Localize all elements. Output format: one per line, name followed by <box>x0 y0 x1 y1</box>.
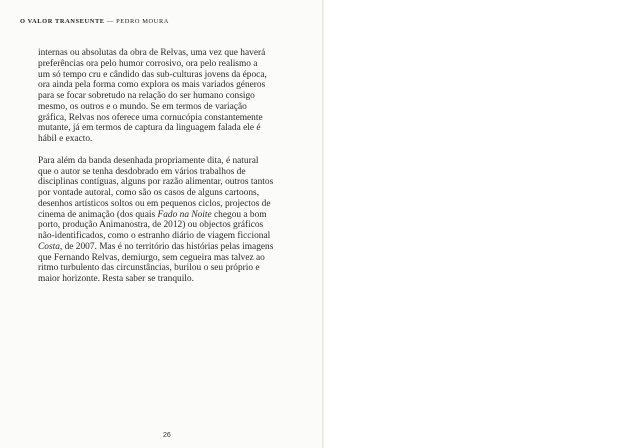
text-line: gráfica, Relvas nos oferece uma cornucópia constantemente <box>38 112 263 123</box>
body-text <box>38 48 304 285</box>
book-title-italic: Costa <box>38 241 60 252</box>
text-segment: cinema de animação (dos quais <box>38 209 158 220</box>
text-line: por vontade autoral, como são os casos de alguns cartoons, <box>38 188 260 198</box>
text-line: porto, produção Animanostra, de 2012) ou objectos gráficos <box>38 220 264 231</box>
running-head-title: O VALOR TRANSEUNTE <box>20 18 105 25</box>
running-head-separator: — <box>106 18 114 25</box>
text-segment: , de 2007. Mas é no território das histórias pelas imagens <box>59 241 274 252</box>
text-line: para se focar sobretudo na relação do ser humano consigo <box>38 91 255 101</box>
text-line: mutante, já em termos de captura da linguagem falada ele é <box>38 123 261 134</box>
text-line: maior horizonte. Resta saber se tranquilo. <box>38 274 194 284</box>
text-line: um só tempo cru e cândido das sub-culturas jovens da época, <box>38 69 267 80</box>
text-line: disciplinas contíguas, alguns por razão alimentar, outros tantos <box>38 177 274 188</box>
text-line <box>38 210 304 221</box>
text-line <box>38 242 304 253</box>
film-title-italic: Fado na Noite <box>157 209 212 220</box>
text-line: ritmo turbulento das circunstâncias, burilou o seu próprio e <box>38 263 260 274</box>
paragraph-1 <box>38 48 304 145</box>
text-line: que Fernando Relvas, demiurgo, sem cegueira mas talvez ao <box>38 252 265 263</box>
page-number: 26 <box>163 432 171 439</box>
text-segment: chegou a bom <box>211 209 267 220</box>
running-head <box>20 18 169 25</box>
right-page-blank <box>324 0 640 448</box>
text-line: mesmo, os outros e o mundo. Se em termos de variação <box>38 101 247 112</box>
running-head-author: PEDRO MOURA <box>116 18 170 25</box>
text-line: desenhos artísticos soltos ou em pequenos ciclos, projectos de <box>38 198 271 209</box>
text-line: ora ainda pela forma como explora os mais variados géneros <box>38 80 266 91</box>
paragraph-2 <box>38 156 304 285</box>
text-line: internas ou absolutas da obra de Relvas, uma vez que haverá <box>38 48 266 58</box>
text-line: hábil e exacto. <box>38 134 93 144</box>
text-line: preferências ora pelo humor corrosivo, ora pelo realismo a <box>38 58 258 69</box>
text-line: Para além da banda desenhada propriamente dita, é natural <box>38 155 259 166</box>
text-line: não-identificados, como o estranho diário de viagem ficcional <box>38 231 271 241</box>
text-line: que o autor se tenha desdobrado em vários trabalhos de <box>38 166 246 177</box>
